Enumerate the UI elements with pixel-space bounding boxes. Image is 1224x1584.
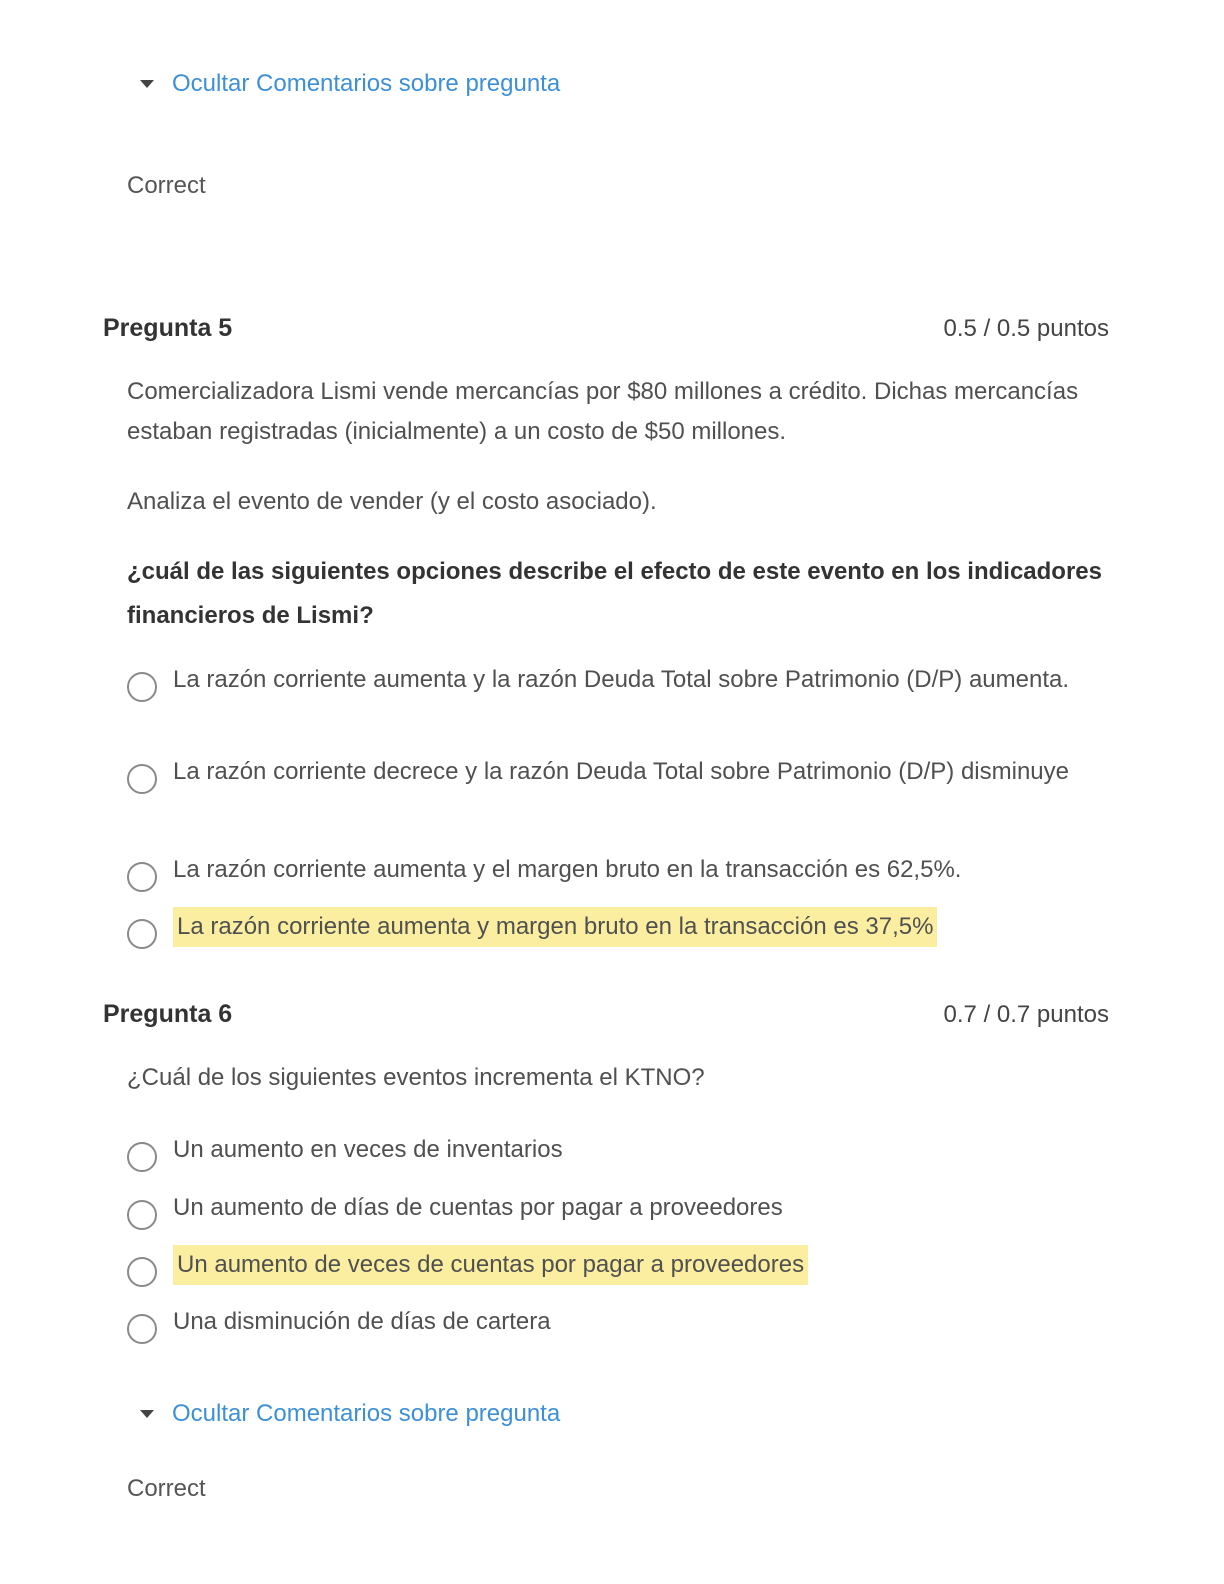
- answer-option[interactable]: [127, 660, 1112, 702]
- radio-button[interactable]: [127, 1314, 157, 1344]
- answer-option[interactable]: [127, 1130, 1112, 1172]
- answer-option-correct[interactable]: [127, 907, 1112, 949]
- caret-down-icon: [140, 1410, 154, 1418]
- answer-option[interactable]: [127, 1188, 1112, 1230]
- question-statement: Comercializadora Lismi vende mercancías por $80 millones a crédito. Dichas mercancías estaban registradas (inicialmente) a un costo de $50 millones.: [127, 378, 1079, 445]
- answer-option[interactable]: [127, 1302, 1112, 1344]
- radio-button[interactable]: [127, 672, 157, 702]
- question-comment: Correct: [127, 172, 206, 199]
- question-prompt: ¿cuál de las siguientes opciones describe el efecto de este evento en los indicadores financieros de Lismi?: [127, 558, 1102, 629]
- hide-comments-toggle[interactable]: [140, 1400, 560, 1428]
- question-title: Pregunta 6: [103, 1000, 233, 1028]
- answer-option-label: Un aumento de días de cuentas por pagar a proveedores: [173, 1194, 783, 1221]
- question-prompt: ¿Cuál de los siguientes eventos incrementa el KTNO?: [127, 1064, 705, 1091]
- caret-down-icon: [140, 80, 154, 88]
- answer-option[interactable]: [127, 752, 1112, 794]
- answer-option-label: Un aumento en veces de inventarios: [173, 1136, 563, 1163]
- hide-comments-toggle[interactable]: [140, 70, 560, 98]
- answer-option-label: La razón corriente decrece y la razón Deuda Total sobre Patrimonio (D/P) disminuye: [173, 758, 1069, 785]
- hide-comments-link[interactable]: Ocultar Comentarios sobre pregunta: [172, 1400, 561, 1427]
- radio-button[interactable]: [127, 919, 157, 949]
- answer-option-label-highlighted: La razón corriente aumenta y margen bruto en la transacción es 37,5%: [173, 907, 937, 947]
- question-6-header: [103, 1000, 1109, 1029]
- answer-option-label: La razón corriente aumenta y el margen bruto en la transacción es 62,5%.: [173, 856, 962, 883]
- answer-option-label: La razón corriente aumenta y la razón Deuda Total sobre Patrimonio (D/P) aumenta.: [173, 666, 1070, 693]
- answer-option[interactable]: [127, 850, 1112, 892]
- hide-comments-link[interactable]: Ocultar Comentarios sobre pregunta: [172, 70, 561, 97]
- radio-button[interactable]: [127, 764, 157, 794]
- radio-button[interactable]: [127, 1200, 157, 1230]
- question-instruction: Analiza el evento de vender (y el costo asociado).: [127, 488, 657, 515]
- radio-button[interactable]: [127, 1142, 157, 1172]
- radio-button[interactable]: [127, 862, 157, 892]
- question-comment: Correct: [127, 1475, 206, 1502]
- question-score: 0.7 / 0.7 puntos: [943, 1001, 1109, 1028]
- question-5-header: [103, 314, 1109, 343]
- question-title: Pregunta 5: [103, 314, 233, 342]
- answer-option-correct[interactable]: [127, 1245, 1112, 1287]
- answer-option-label-highlighted: Un aumento de veces de cuentas por pagar a proveedores: [173, 1245, 808, 1285]
- radio-button[interactable]: [127, 1257, 157, 1287]
- answer-option-label: Una disminución de días de cartera: [173, 1308, 551, 1335]
- question-score: 0.5 / 0.5 puntos: [943, 315, 1109, 342]
